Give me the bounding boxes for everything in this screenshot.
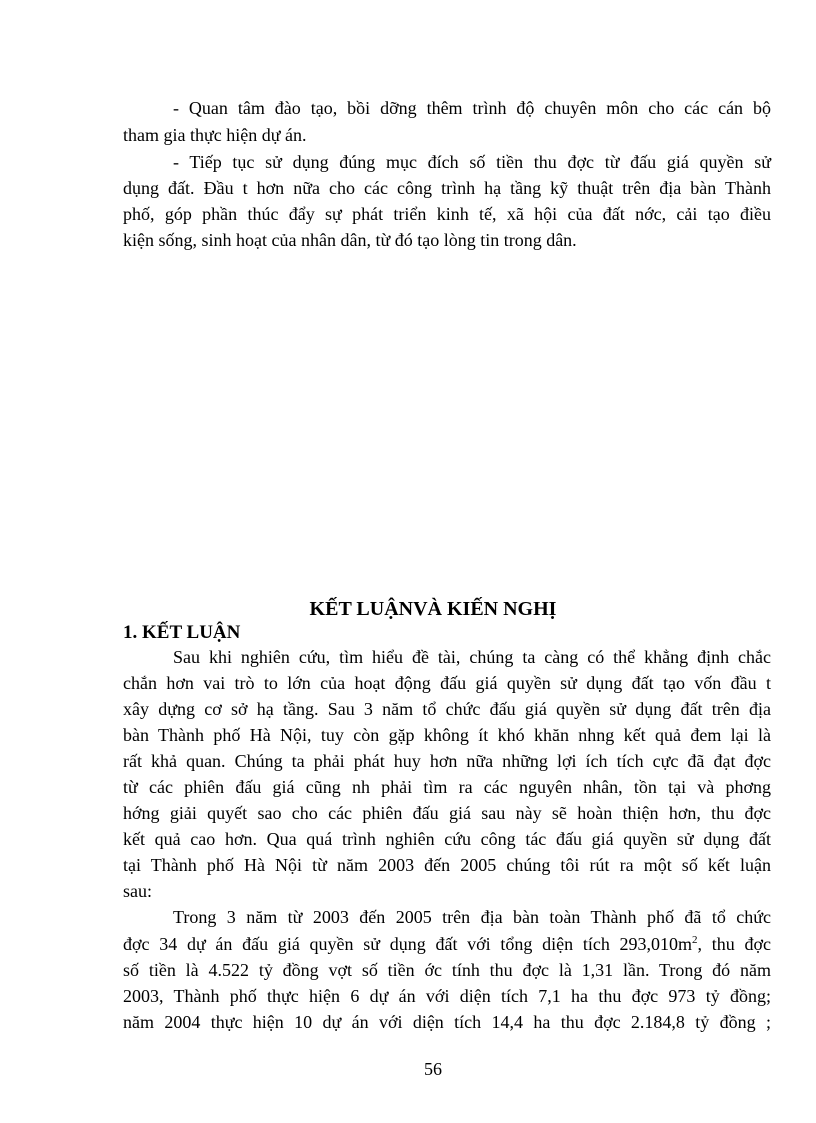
text-run: , thu đợc	[697, 934, 771, 954]
page-number: 56	[424, 1059, 442, 1079]
paragraph-line: kiện sống, sinh hoạt của nhân dân, từ đó tạo lòng tin trong dân.	[123, 230, 577, 250]
paragraph-line: bàn Thành phố Hà Nội, tuy còn gặp không ít khó khăn nhng kết quả đem lại là	[123, 725, 771, 745]
subsection-heading: 1. KẾT LUẬN	[123, 622, 241, 643]
paragraph-line: tại Thành phố Hà Nội từ năm 2003 đến 2005 chúng tôi rút ra một số kết luận	[123, 855, 771, 875]
section-title: KẾT LUẬNVÀ KIẾN NGHỊ	[309, 598, 557, 620]
paragraph-line: - Quan tâm đào tạo, bồi dỡng thêm trình độ chuyên môn cho các cán bộ	[173, 98, 771, 118]
paragraph-line	[123, 932, 771, 956]
paragraph-line: xây dựng cơ sở hạ tầng. Sau 3 năm tổ chức đấu giá quyền sử dụng đất trên địa	[123, 699, 771, 719]
paragraph-line: rất khả quan. Chúng ta phải phát huy hơn nữa những lợi ích tích cực đã đạt đợc	[123, 751, 771, 771]
paragraph-line: Sau khi nghiên cứu, tìm hiểu đề tài, chúng ta càng có thể khẳng định chắc	[173, 647, 771, 667]
paragraph-line: số tiền là 4.522 tỷ đồng vợt số tiền ớc tính thu đợc là 1,31 lần. Trong đó năm	[123, 960, 771, 980]
paragraph-line: kết quả cao hơn. Qua quá trình nghiên cứu công tác đấu giá quyền sử dụng đất	[123, 829, 771, 849]
paragraph-line: sau:	[123, 881, 152, 901]
superscript-exponent: 2	[692, 934, 698, 946]
paragraph-line: dụng đất. Đầu t hơn nữa cho các công trình hạ tầng kỹ thuật trên địa bàn Thành	[123, 178, 771, 198]
paragraph-line: Trong 3 năm từ 2003 đến 2005 trên địa bàn toàn Thành phố đã tổ chức	[173, 907, 771, 927]
paragraph-line: phố, góp phần thúc đẩy sự phát triển kinh tế, xã hội của đất nớc, cải tạo điều	[123, 204, 771, 224]
paragraph-line: hớng giải quyết sao cho các phiên đấu giá sau này sẽ hoàn thiện hơn, thu đợc	[123, 803, 771, 823]
paragraph-line: - Tiếp tục sử dụng đúng mục đích số tiền thu đợc từ đấu giá quyền sử	[173, 152, 771, 172]
paragraph-line: từ các phiên đấu giá cũng nh phải tìm ra các nguyên nhân, tồn tại và phơng	[123, 777, 771, 797]
paragraph-line: năm 2004 thực hiện 10 dự án với diện tích 14,4 ha thu đợc 2.184,8 tỷ đồng ;	[123, 1012, 771, 1032]
paragraph-line: 2003, Thành phố thực hiện 6 dự án với diện tích 7,1 ha thu đợc 973 tỷ đồng;	[123, 986, 771, 1006]
text-run: đợc 34 dự án đấu giá quyền sử dụng đất với tổng diện tích 293,010m	[123, 934, 693, 954]
paragraph-line: tham gia thực hiện dự án.	[123, 125, 307, 145]
paragraph-line: chắn hơn vai trò to lớn của hoạt động đấu giá quyền sử dụng đất tạo vốn đầu t	[123, 673, 771, 693]
